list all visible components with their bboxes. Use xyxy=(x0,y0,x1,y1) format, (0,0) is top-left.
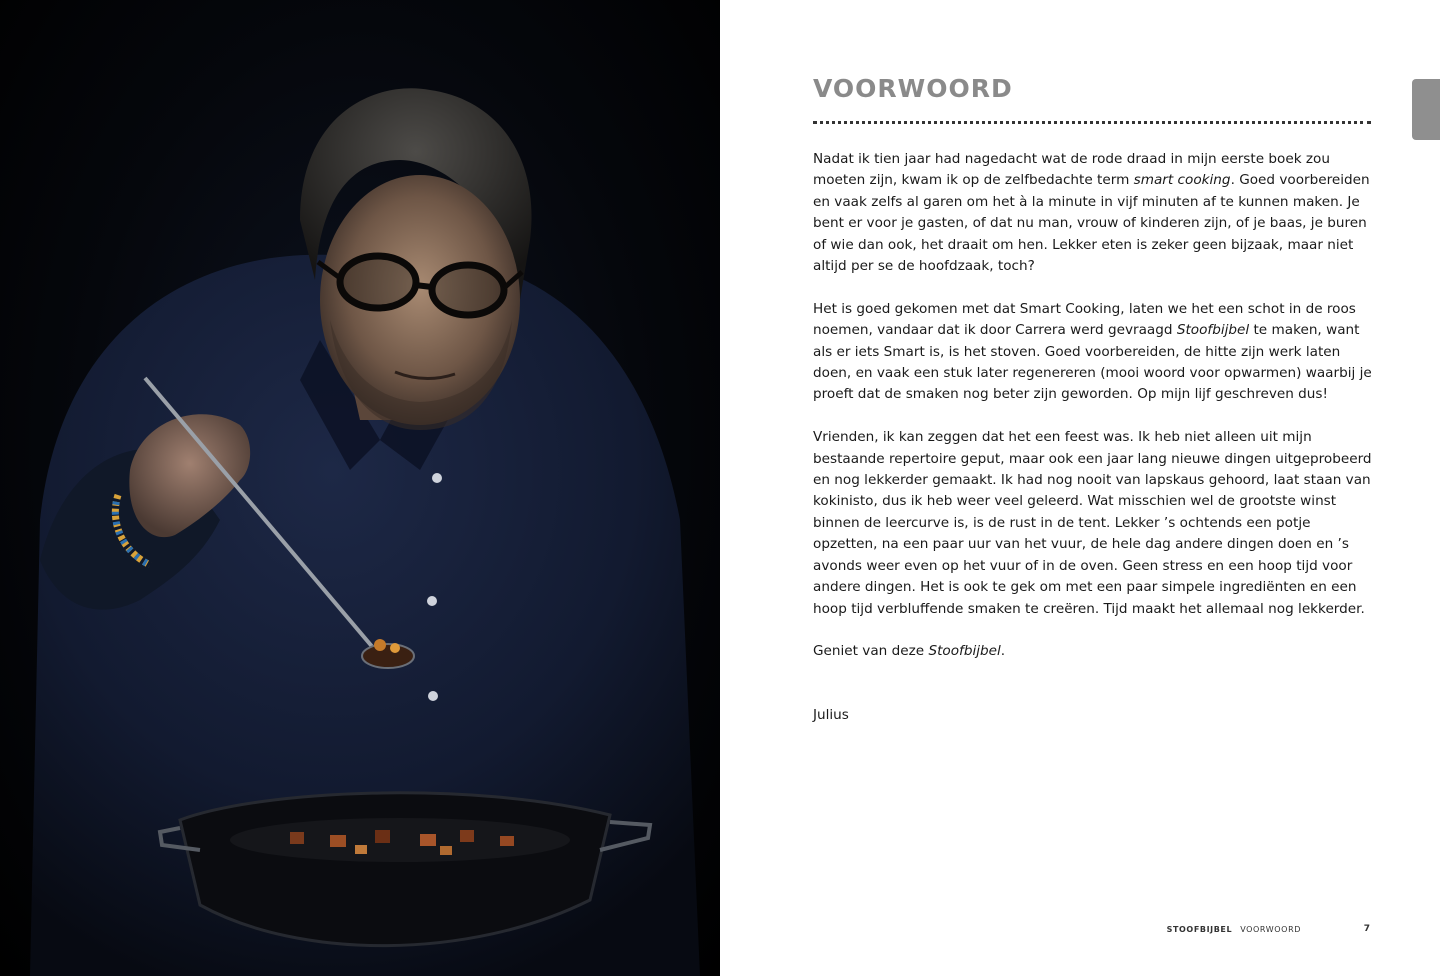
page-number: 7 xyxy=(1363,924,1370,934)
paragraph-1 xyxy=(813,149,1373,277)
paragraph-4-italic: Stoofbijbel xyxy=(928,643,1001,660)
footer-section: VOORWOORD xyxy=(1240,925,1301,934)
paragraph-1-text: Nadat ik tien jaar had nagedacht wat de rode draad in mijn eerste boek zou moeten zijn, kwam ik op de zelfbedachte term xyxy=(813,151,1330,189)
text-page xyxy=(720,0,1440,976)
ladle-bowl xyxy=(362,644,414,668)
paragraph-2-text-end: te maken, want als er iets Smart is, is het stoven. Goed voorbereiden, de hitte zijn werk laten doen, en vaak een stuk later regenereren (mooi woord voor opwarmen) waarbij je proeft dat de smaken nog beter zijn geworden. Op mijn lijf geschreven dus! xyxy=(813,322,1372,403)
paragraph-4-text: Geniet van deze xyxy=(813,643,929,660)
food-piece xyxy=(374,639,386,651)
page-footer xyxy=(720,925,1440,939)
running-footer xyxy=(1167,925,1301,934)
shirt-button xyxy=(432,473,442,483)
foreword-body xyxy=(813,149,1373,748)
signoff: Julius xyxy=(813,706,849,723)
paragraph-4-text-end: . xyxy=(1000,643,1006,660)
shirt-button xyxy=(427,596,437,606)
shirt-button xyxy=(428,691,438,701)
chapter-title: VOORWOORD xyxy=(813,74,1013,103)
paragraph-3: Vrienden, ik kan zeggen dat het een feest was. Ik heb niet alleen uit mijn bestaande repertoire geput, maar ook een jaar lang nieuwe dingen uitgeprobeerd en nog lekkerder gemaakt. Ik had nog nooit van lapskaus gehoord, laat staan van kokinisto, dus ik heb weer veel geleerd. Wat misschien wel de grootste winst binnen de leercurve is, is de rust in de tent. Lekker ’s ochtends een potje opzetten, na een paar uur van het vuur, de hele dag andere dingen doen en ’s avonds weer even op het vuur of in de oven. Geen stress en een hoop tijd voor andere dingen. Het is ook te gek om met een paar simpele ingrediënten en een hoop tijd verbluffende smaken te creëren. Tijd maakt het allemaal nog lekkerder. xyxy=(813,429,1372,617)
dotted-divider xyxy=(813,121,1371,124)
paragraph-4 xyxy=(813,641,1373,662)
footer-book-title: STOOFBIJBEL xyxy=(1166,925,1233,934)
pan-rim xyxy=(230,818,570,862)
paragraph-2-text: Het is goed gekomen met dat Smart Cooking, laten we het een schot in de roos noemen, vandaar dat ik door Carrera werd gevraagd xyxy=(813,300,1356,339)
paragraph-2 xyxy=(813,299,1373,406)
paragraph-1-italic: smart cooking xyxy=(1133,172,1231,189)
chapter-thumb-tab xyxy=(1412,79,1440,140)
paragraph-2-italic: Stoofbijbel xyxy=(1176,322,1250,339)
paragraph-1-text-end: . Goed voorbereiden en vaak zelfs al garen om het à la minute in vijf minuten af te kunnen maken. Je bent er voor je gasten, of dat nu man, vrouw of kinderen zijn, of je baas, je buren of wie dan ook, het draait om hen. Lekker eten is zeker geen bijzaak, maar niet altijd per se de hoofdzaak, toch? xyxy=(813,172,1370,275)
food-piece xyxy=(390,643,400,653)
